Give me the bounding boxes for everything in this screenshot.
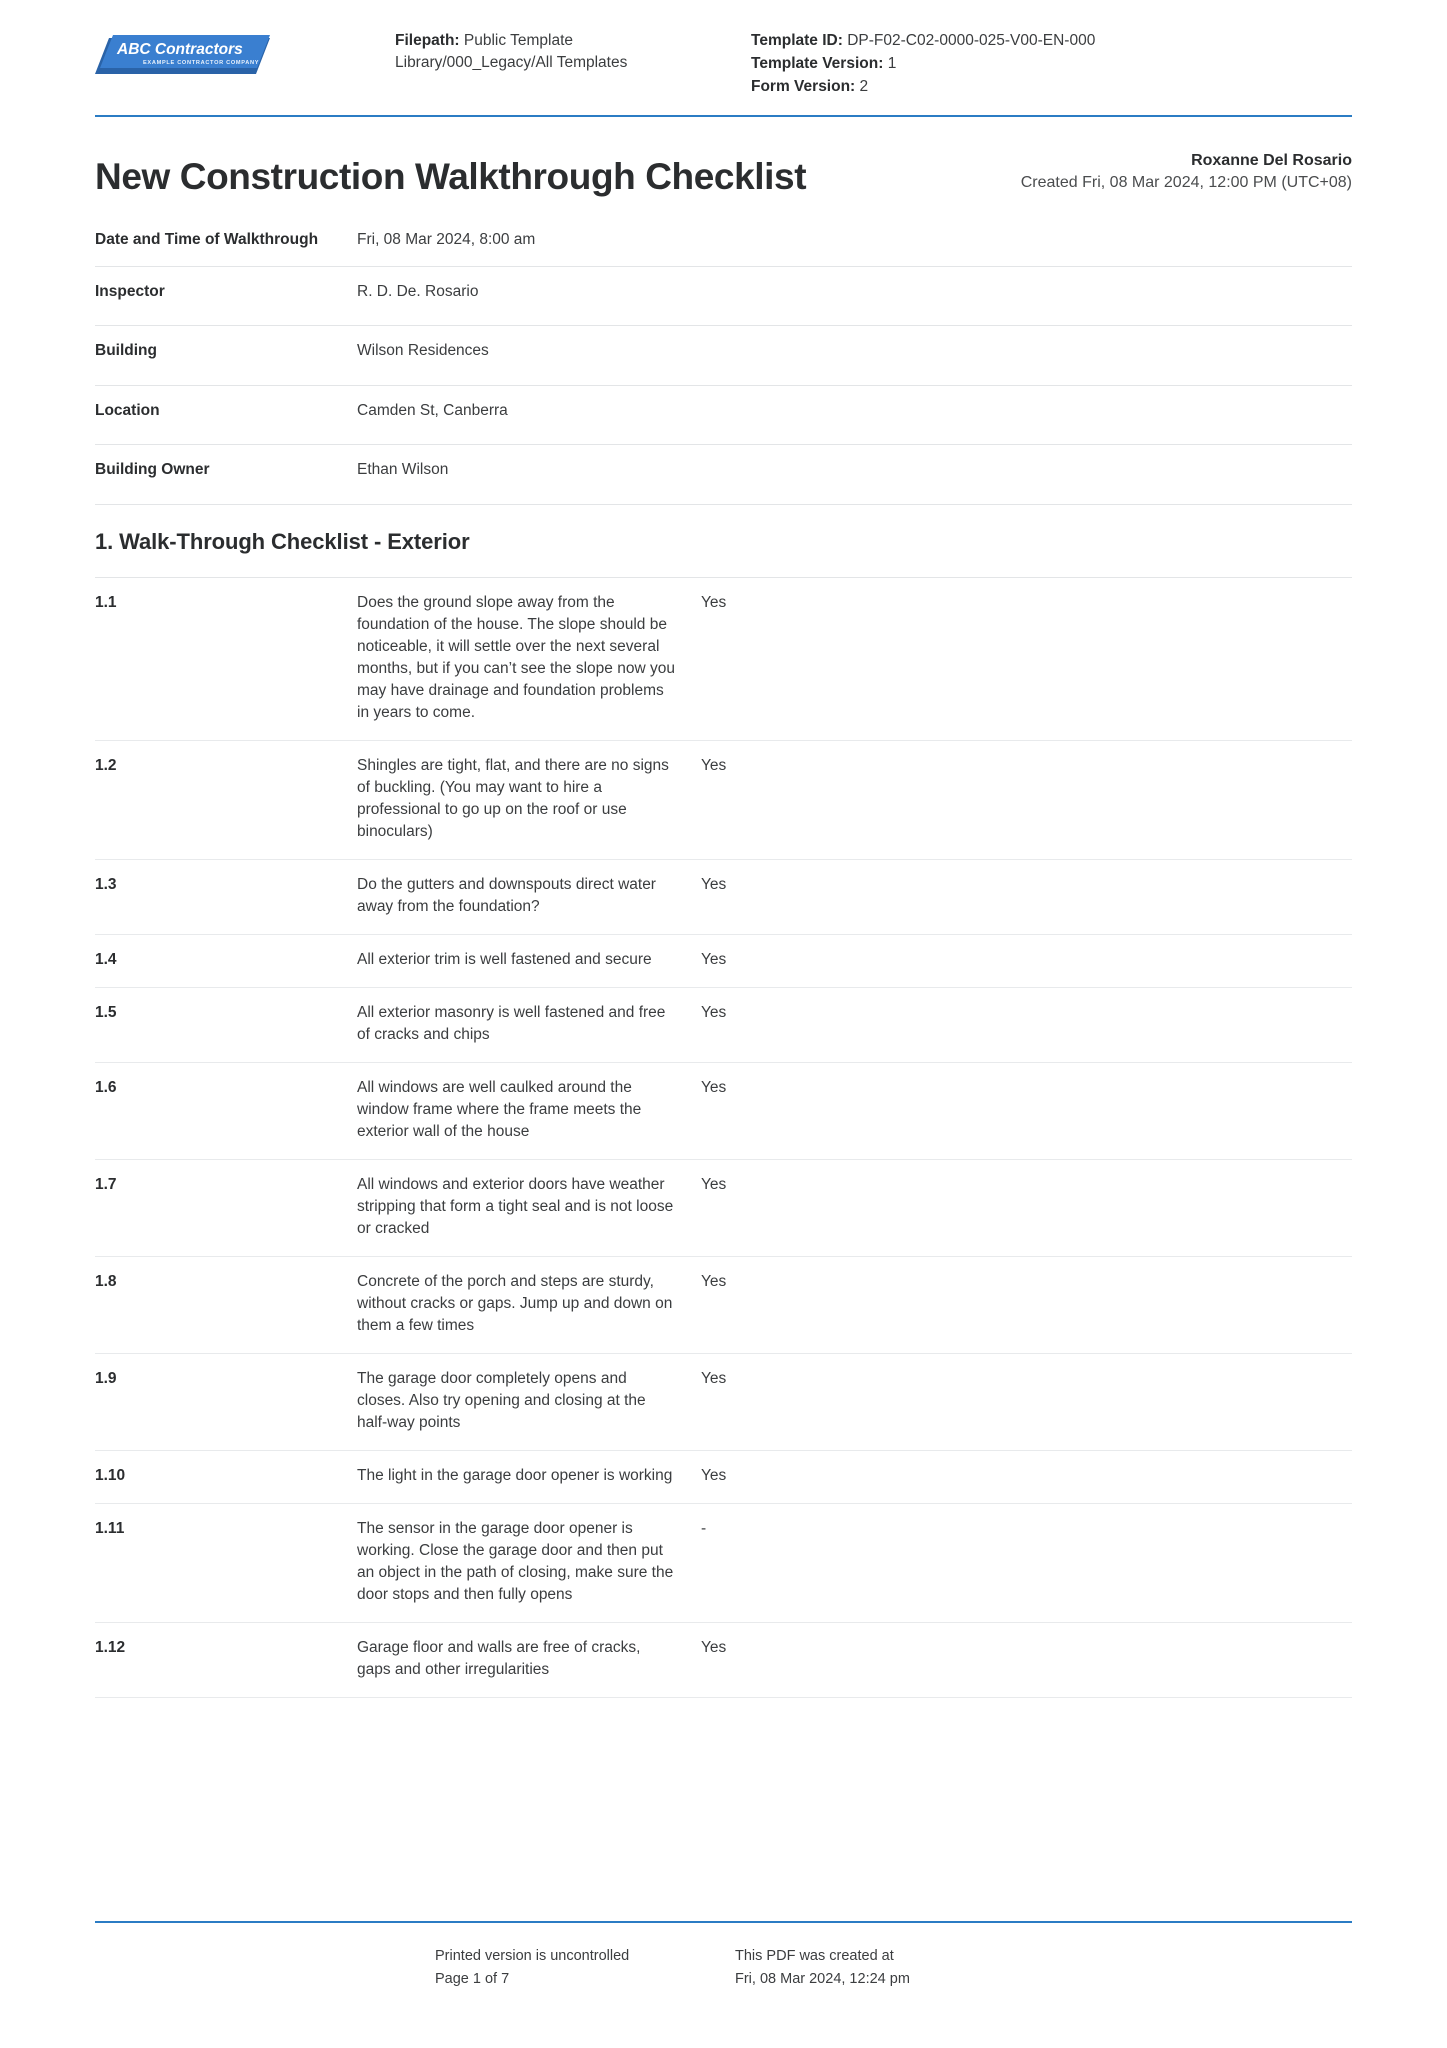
header-template-column — [751, 30, 1352, 99]
item-answer: Yes — [701, 1369, 727, 1387]
table-row — [95, 385, 1352, 444]
footer-printed-notice: Printed version is uncontrolled — [435, 1948, 630, 1965]
meta-value: Fri, 08 Mar 2024, 8:00 am — [357, 231, 536, 249]
item-question: All exterior trim is well fastened and secure — [357, 950, 652, 968]
table-row — [95, 1450, 1352, 1503]
footer-right-column — [735, 1945, 1035, 1990]
item-number: 1.4 — [95, 950, 117, 968]
item-answer: Yes — [701, 1078, 727, 1096]
table-row — [95, 223, 1352, 266]
item-answer: Yes — [701, 593, 727, 611]
svg-text:EXAMPLE CONTRACTOR COMPANY: EXAMPLE CONTRACTOR COMPANY — [143, 60, 260, 66]
filepath-value: Public Template Library/000_Legacy/All Templates — [395, 32, 628, 71]
meta-value: R. D. De. Rosario — [357, 282, 479, 300]
table-row — [95, 578, 1352, 741]
item-question: All windows and exterior doors have weather stripping that form a tight seal and is not loose or cracked — [357, 1175, 674, 1237]
created-timestamp: Created Fri, 08 Mar 2024, 12:00 PM (UTC+08) — [1020, 173, 1352, 191]
table-row — [95, 859, 1352, 934]
table-row — [95, 445, 1352, 504]
meta-value: Camden St, Canberra — [357, 401, 508, 419]
table-row — [95, 1503, 1352, 1622]
meta-value: Wilson Residences — [357, 342, 489, 360]
footer-left-column — [435, 1945, 735, 1990]
table-row — [95, 1353, 1352, 1450]
item-question: The light in the garage door opener is working — [357, 1466, 673, 1484]
item-number: 1.11 — [95, 1519, 125, 1537]
footer-columns — [95, 1945, 1352, 1990]
abc-contractors-logo-icon — [95, 34, 270, 82]
form-version-label: Form Version: — [751, 78, 856, 95]
meta-label: Inspector — [95, 282, 165, 300]
item-answer: Yes — [701, 875, 727, 893]
item-question: All windows are well caulked around the window frame where the frame meets the exterior wall of the house — [357, 1078, 642, 1140]
header-divider — [95, 115, 1352, 117]
item-number: 1.3 — [95, 875, 117, 893]
header-filepath-column — [395, 30, 715, 99]
table-row — [95, 934, 1352, 987]
item-number: 1.12 — [95, 1638, 126, 1656]
item-number: 1.10 — [95, 1466, 126, 1484]
template-id-line — [751, 30, 1352, 52]
page-content — [95, 0, 1352, 1698]
company-logo — [95, 26, 395, 82]
filepath-line — [395, 30, 715, 74]
section-heading: 1. Walk-Through Checklist - Exterior — [95, 529, 1352, 578]
meta-value: Ethan Wilson — [357, 461, 449, 479]
item-question: The sensor in the garage door opener is working. Close the garage door and then put an object in the path of closing, make sure the door stops and then fully opens — [357, 1519, 674, 1603]
meta-label: Building — [95, 342, 157, 360]
item-answer: - — [701, 1519, 707, 1537]
item-number: 1.9 — [95, 1369, 117, 1387]
table-row — [95, 740, 1352, 859]
table-row — [95, 987, 1352, 1062]
item-number: 1.5 — [95, 1003, 117, 1021]
footer-divider — [95, 1921, 1352, 1923]
meta-label: Location — [95, 401, 160, 419]
form-version-value: 2 — [859, 78, 869, 95]
template-id-value: DP-F02-C02-0000-025-V00-EN-000 — [847, 32, 1096, 49]
template-id-label: Template ID: — [751, 32, 843, 49]
table-row — [95, 1256, 1352, 1353]
item-number: 1.1 — [95, 593, 117, 611]
title-row — [95, 150, 1352, 197]
item-answer: Yes — [701, 950, 727, 968]
item-number: 1.2 — [95, 756, 117, 774]
meta-label: Date and Time of Walkthrough — [95, 231, 319, 249]
header-metadata — [395, 26, 1352, 99]
footer-page-number: Page 1 of 7 — [435, 1970, 510, 1987]
item-question: Shingles are tight, flat, and there are no signs of buckling. (You may want to hire a professional to go up on the roof or use binoculars) — [357, 756, 669, 840]
walkthrough-details-table — [95, 223, 1352, 504]
document-header — [95, 0, 1352, 99]
created-by-block — [1021, 150, 1352, 197]
table-row — [95, 1622, 1352, 1697]
created-author: Roxanne Del Rosario — [1191, 152, 1352, 169]
item-answer: Yes — [701, 1272, 727, 1290]
page-title: New Construction Walkthrough Checklist — [95, 155, 807, 197]
item-answer: Yes — [701, 1466, 727, 1484]
item-question: Garage floor and walls are free of cracks, gaps and other irregularities — [357, 1638, 641, 1678]
item-number: 1.7 — [95, 1175, 117, 1193]
table-row — [95, 326, 1352, 385]
item-question: The garage door completely opens and closes. Also try opening and closing at the half-way points — [357, 1369, 646, 1431]
table-row — [95, 266, 1352, 325]
template-version-line — [751, 53, 1352, 75]
footer-pdf-created-label: This PDF was created at — [735, 1948, 894, 1965]
walkthrough-details-body — [95, 223, 1352, 504]
item-question: All exterior masonry is well fastened and free of cracks and chips — [357, 1003, 666, 1043]
item-question: Does the ground slope away from the foundation of the house. The slope should be noticeable, it will settle over the next several months, but if you can’t see the slope now you may have drainage and foundation problems in years to come. — [357, 593, 675, 721]
table-row — [95, 1159, 1352, 1256]
footer-pdf-created-date: Fri, 08 Mar 2024, 12:24 pm — [735, 1970, 910, 1987]
checklist-body — [95, 578, 1352, 1698]
filepath-label: Filepath: — [395, 32, 460, 49]
template-version-value: 1 — [887, 55, 897, 72]
table-row — [95, 1062, 1352, 1159]
form-version-line — [751, 76, 1352, 98]
template-version-label: Template Version: — [751, 55, 884, 72]
item-number: 1.8 — [95, 1272, 117, 1290]
item-answer: Yes — [701, 1175, 727, 1193]
item-answer: Yes — [701, 756, 727, 774]
checklist-table — [95, 578, 1352, 1698]
footer-spacer — [95, 1945, 435, 1990]
item-answer: Yes — [701, 1638, 727, 1656]
item-question: Do the gutters and downspouts direct water away from the foundation? — [357, 875, 656, 915]
item-answer: Yes — [701, 1003, 727, 1021]
svg-text:ABC Contractors: ABC Contractors — [117, 41, 243, 58]
meta-label: Building Owner — [95, 461, 210, 479]
item-number: 1.6 — [95, 1078, 117, 1096]
document-footer — [95, 1905, 1352, 1990]
item-question: Concrete of the porch and steps are sturdy, without cracks or gaps. Jump up and down on them a few times — [357, 1272, 673, 1334]
